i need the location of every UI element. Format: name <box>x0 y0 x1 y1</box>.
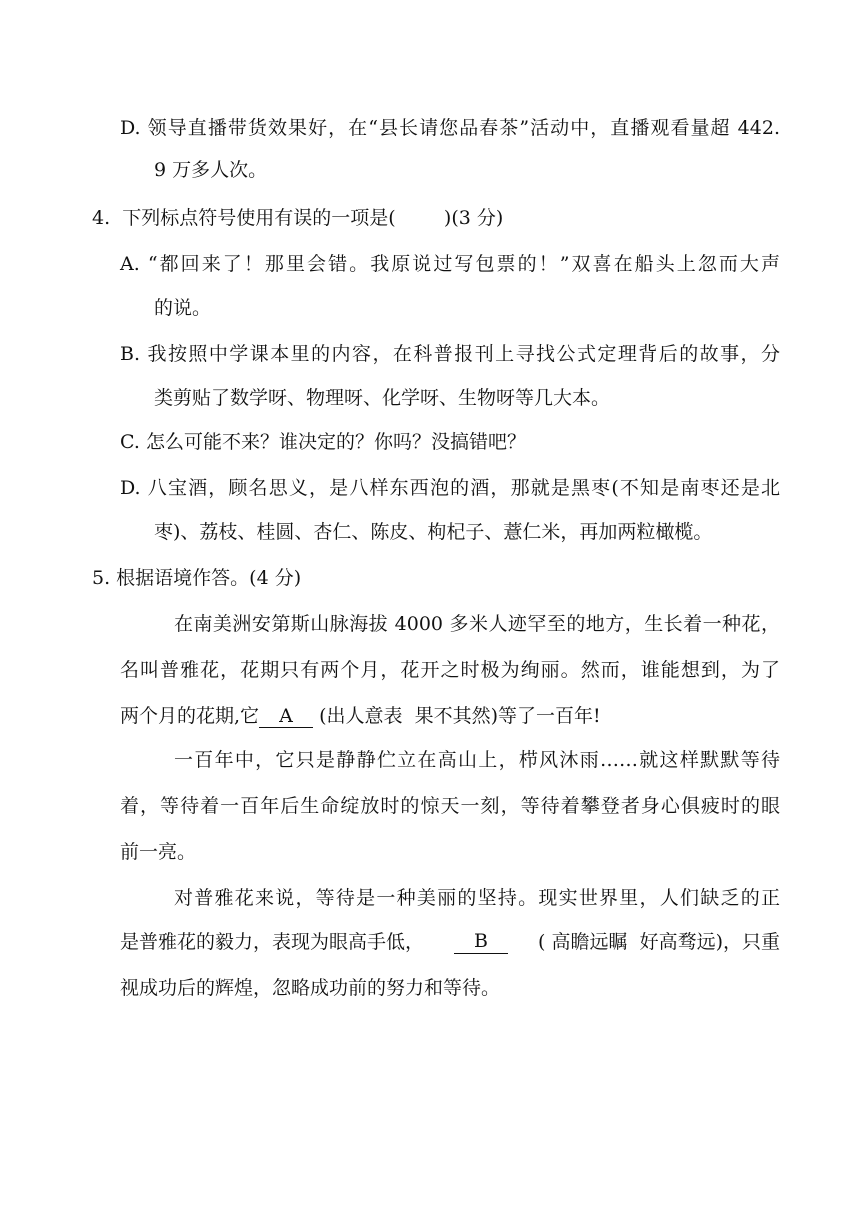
blank-b[interactable]: B <box>454 930 508 954</box>
q4-option-a-line2: 的说。 <box>154 297 212 319</box>
q5-p1-line2: 名叫普雅花，花期只有两个月，花开之时极为绚丽。然而，谁能想到，为了 <box>120 659 780 681</box>
q5-p1-line3-after: (出人意表 果不其然)等了一百年! <box>313 705 601 727</box>
q5-p1-line3-before: 两个月的花期,它 <box>120 705 260 727</box>
q5-p2-line3: 前一亮。 <box>120 841 197 863</box>
q3-option-d-line2: 9 万多人次。 <box>154 159 268 181</box>
q5-p1-line3 <box>120 704 601 728</box>
q5-p2-line1: 一百年中，它只是静静伫立在高山上，栉风沐雨……就这样默默等待 <box>174 749 780 771</box>
q4-option-a-line1: A. “都回来了！那里会错。我原说过写包票的！”双喜在船头上忽而大声 <box>120 253 780 275</box>
q4-option-c: C. 怎么可能不来？谁决定的？你吗？没搞错吧？ <box>120 431 526 453</box>
q5-p3-line2 <box>120 930 780 954</box>
q5-stem: 5. 根据语境作答。(4 分) <box>92 567 302 589</box>
q4-option-d-line2: 枣)、荔枝、桂圆、杏仁、陈皮、枸杞子、薏仁米，再加两粒橄榄。 <box>154 521 713 543</box>
q5-p3-line2-before: 是普雅花的毅力，表现为眼高手低， <box>120 931 425 953</box>
q5-p3-line2-after: ( 高瞻远瞩 好高骛远)，只重 <box>538 931 780 953</box>
q5-p2-line2: 着，等待着一百年后生命绽放时的惊天一刻，等待着攀登者身心俱疲时的眼 <box>120 795 780 817</box>
q4-option-d-line1: D. 八宝酒，顾名思义，是八样东西泡的酒，那就是黑枣(不知是南枣还是北 <box>120 477 780 499</box>
q4-option-b-line1: B. 我按照中学课本里的内容，在科普报刊上寻找公式定理背后的故事，分 <box>120 343 780 365</box>
q5-p1-line1: 在南美洲安第斯山脉海拔 4000 多米人迹罕至的地方，生长着一种花， <box>174 613 780 635</box>
q4-stem: 4. 下列标点符号使用有误的一项是( )(3 分) <box>92 207 504 229</box>
blank-a[interactable]: A <box>259 705 313 728</box>
q3-option-d-line1: D. 领导直播带货效果好，在“县长请您品春茶”活动中，直播观看量超 442. <box>120 117 780 139</box>
q4-option-b-line2: 类剪贴了数学呀、物理呀、化学呀、生物呀等几大本。 <box>154 387 611 409</box>
q5-p3-line1: 对普雅花来说，等待是一种美丽的坚持。现实世界里，人们缺乏的正 <box>174 887 780 909</box>
q5-p3-line3: 视成功后的辉煌，忽略成功前的努力和等待。 <box>120 977 501 999</box>
